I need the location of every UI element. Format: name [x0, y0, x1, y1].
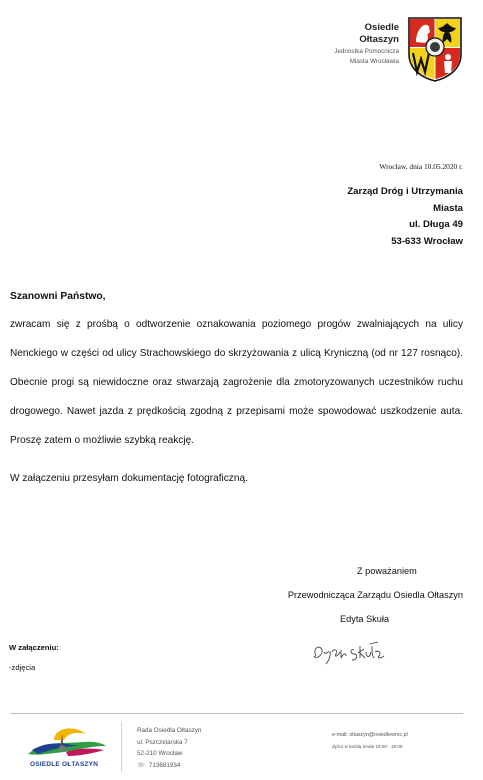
- org-name-line2: Ołtaszyn: [359, 33, 399, 45]
- addressee-line3: ul. Długa 49: [409, 219, 463, 230]
- wroclaw-coat-of-arms-icon: [407, 16, 463, 82]
- signer-name: Edyta Skuła: [340, 614, 390, 624]
- handwritten-signature-icon: [308, 638, 388, 668]
- body-paragraph-2: W załączeniu przesyłam dokumentację fotograficzną.: [10, 473, 248, 484]
- footer-divider: [10, 713, 463, 714]
- footer-address-line1: Rada Osiedla Ołtaszyn: [137, 727, 202, 734]
- attachment-item: -zdjęcia: [9, 663, 36, 672]
- footer-phone-number: 713681934: [148, 761, 181, 769]
- org-subtitle-line1: Jednostka Pomocnicza: [334, 48, 399, 55]
- footer-logo-text: OSIEDLE OŁTASZYN: [30, 761, 99, 768]
- header-org-name: [359, 22, 399, 45]
- body-paragraph-1: zwracam się z prośbą o odtworzenie oznakowania poziomego progów zwalniających na ulicy Nenckiego w części od ulicy Strachowskiego do skrzyżowania z ulicą Kryniczną (od nr 127 rosnąco). Obecnie progi są niewidoczne oraz stwarzają zagrożenie dla zmotoryzowanych uczestników ruchu drogowego. Nawet jazda z prędkością zgodną z przepisami może spowodować uszkodzenie auta. Proszę zatem o możliwie szybką reakcję.: [10, 319, 463, 446]
- phone-icon: ☏: [137, 761, 145, 769]
- signer-title: Przewodnicząca Zarządu Osiedla Ołtaszyn: [287, 590, 463, 600]
- footer-address: [137, 725, 201, 771]
- closing-regards: Z poważaniem: [357, 566, 417, 576]
- addressee-line1: Zarząd Dróg i Utrzymania: [347, 186, 463, 197]
- footer-address-line2: ul. Pszczelarska 7: [137, 738, 188, 746]
- letter-date: Wrocław, dnia 10.05.2020 r.: [379, 162, 463, 171]
- footer-address-line3: 52-210 Wrocław: [137, 750, 183, 757]
- header-org-subtitle: [334, 47, 399, 66]
- footer-hours: dyżur w każdą środę 18:00 - 19:00: [332, 744, 403, 749]
- org-name-line1: Osiedle: [364, 22, 399, 33]
- osiedle-oltaszyn-logo-icon: [24, 720, 108, 760]
- footer-email: e-mail: oltaszyn@osiedlewroc.pl: [332, 732, 408, 738]
- footer-phone: [137, 760, 201, 772]
- addressee-block: [347, 184, 463, 250]
- org-subtitle-line2: Miasta Wrocławia: [349, 57, 399, 65]
- attachments-label: W załączeniu:: [9, 643, 59, 652]
- addressee-line4: 53-633 Wrocław: [391, 235, 463, 247]
- greeting: Szanowni Państwo,: [10, 291, 106, 302]
- footer-vertical-divider: [121, 722, 122, 772]
- addressee-line2: Miasta: [433, 202, 463, 214]
